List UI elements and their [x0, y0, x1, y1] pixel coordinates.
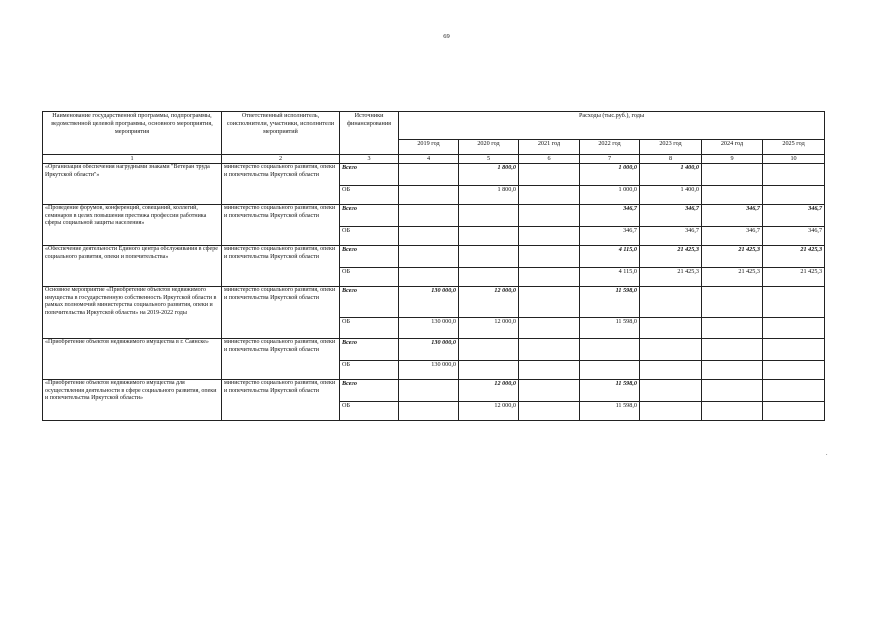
total-value: [459, 205, 519, 227]
total-value: [459, 339, 519, 361]
executor: министерство социального развития, опеки и попечительства Иркутской области: [222, 205, 340, 246]
table-row-total: [43, 205, 825, 227]
ob-value: 1 400,0: [640, 186, 702, 205]
program-name: «Приобретение объектов недвижимого имущества в г. Саянске»: [43, 339, 222, 380]
ob-value: [702, 318, 763, 339]
ob-value: 21 425,3: [763, 268, 825, 287]
source-ob-label: ОБ: [340, 186, 399, 205]
source-ob-label: ОБ: [340, 227, 399, 246]
header-name: Наименование государственной программы, подпрограммы, ведомственной целевой программы, основного мероприятия, мероприятия: [43, 112, 222, 155]
column-number: 1: [43, 155, 222, 164]
ob-value: [519, 318, 580, 339]
total-value: [399, 164, 459, 186]
executor: министерство социального развития, опеки и попечительства Иркутской области: [222, 287, 340, 339]
column-number: 8: [640, 155, 702, 164]
total-value: 11 598,0: [580, 287, 640, 318]
ob-value: [459, 268, 519, 287]
ob-value: [763, 318, 825, 339]
ob-value: 130 000,0: [399, 318, 459, 339]
header-source: Источники финансирования: [340, 112, 399, 155]
total-value: [399, 380, 459, 402]
ob-value: [519, 186, 580, 205]
source-total-label: Всего: [340, 339, 399, 361]
ob-value: [459, 361, 519, 380]
program-name: «Проведение форумов, конференций, совещаний, коллегий, семинаров в целях повышения престижа профессии работника сферы социальной защиты населения»: [43, 205, 222, 246]
table-body: [43, 164, 825, 421]
ob-value: 11 598,0: [580, 318, 640, 339]
ob-value: 21 425,3: [640, 268, 702, 287]
ob-value: [763, 361, 825, 380]
ob-value: [399, 186, 459, 205]
ob-value: [399, 402, 459, 421]
ob-value: 346,7: [580, 227, 640, 246]
total-value: [702, 287, 763, 318]
ob-value: [519, 227, 580, 246]
ob-value: 1 800,0: [459, 186, 519, 205]
ob-value: 130 000,0: [399, 361, 459, 380]
total-value: [640, 380, 702, 402]
total-value: 346,7: [580, 205, 640, 227]
column-number: 2: [222, 155, 340, 164]
column-number: 7: [580, 155, 640, 164]
ob-value: 21 425,3: [702, 268, 763, 287]
total-value: 21 425,3: [702, 246, 763, 268]
header-expenses: Расходы (тыс.руб.), годы: [399, 112, 825, 140]
program-name: «Организация обеспечения нагрудными знаками "Ветеран труда Иркутской области"»: [43, 164, 222, 205]
total-value: 1 800,0: [459, 164, 519, 186]
executor: министерство социального развития, опеки и попечительства Иркутской области: [222, 246, 340, 287]
source-total-label: Всего: [340, 380, 399, 402]
table-row-total: [43, 339, 825, 361]
table-row-total: [43, 380, 825, 402]
total-value: [399, 246, 459, 268]
total-value: 1 400,0: [640, 164, 702, 186]
margin-mark: .: [826, 451, 828, 457]
total-value: [640, 287, 702, 318]
total-value: [459, 246, 519, 268]
header-executor: Ответственный исполнитель, соисполнители, участники, исполнители мероприятий: [222, 112, 340, 155]
total-value: 21 425,3: [763, 246, 825, 268]
ob-value: 4 115,0: [580, 268, 640, 287]
executor: министерство социального развития, опеки и попечительства Иркутской области: [222, 164, 340, 205]
total-value: [763, 164, 825, 186]
ob-value: 1 000,0: [580, 186, 640, 205]
header-year: 2020 год: [459, 140, 519, 155]
ob-value: [763, 186, 825, 205]
total-value: 346,7: [702, 205, 763, 227]
source-total-label: Всего: [340, 287, 399, 318]
total-value: [702, 380, 763, 402]
ob-value: [519, 402, 580, 421]
total-value: [763, 287, 825, 318]
ob-value: [702, 402, 763, 421]
table-row-total: [43, 164, 825, 186]
column-number: 9: [702, 155, 763, 164]
ob-value: [399, 227, 459, 246]
budget-table: [42, 111, 825, 421]
ob-value: [519, 268, 580, 287]
total-value: [519, 380, 580, 402]
total-value: 130 000,0: [399, 287, 459, 318]
table-row-total: [43, 246, 825, 268]
ob-value: [640, 402, 702, 421]
program-name: «Обеспечение деятельности Единого центра обслуживания в сфере социального развития, опеки и попечительства»: [43, 246, 222, 287]
page-number: 69: [443, 33, 450, 40]
column-number: 4: [399, 155, 459, 164]
ob-value: [519, 361, 580, 380]
header-year: 2019 год: [399, 140, 459, 155]
total-value: 130 000,0: [399, 339, 459, 361]
total-value: [580, 339, 640, 361]
executor: министерство социального развития, опеки и попечительства Иркутской области: [222, 339, 340, 380]
ob-value: [580, 361, 640, 380]
column-number: 5: [459, 155, 519, 164]
total-value: 11 598,0: [580, 380, 640, 402]
ob-value: 12 000,0: [459, 402, 519, 421]
total-value: [519, 164, 580, 186]
column-number: 3: [340, 155, 399, 164]
column-number-row: [43, 155, 825, 164]
total-value: 346,7: [763, 205, 825, 227]
total-value: [702, 164, 763, 186]
ob-value: [702, 361, 763, 380]
total-value: [519, 246, 580, 268]
total-value: [702, 339, 763, 361]
ob-value: 346,7: [763, 227, 825, 246]
column-number: 6: [519, 155, 580, 164]
total-value: 12 000,0: [459, 380, 519, 402]
source-ob-label: ОБ: [340, 402, 399, 421]
source-ob-label: ОБ: [340, 268, 399, 287]
source-total-label: Всего: [340, 246, 399, 268]
source-total-label: Всего: [340, 164, 399, 186]
header-year: 2021 год: [519, 140, 580, 155]
total-value: [519, 339, 580, 361]
table-row-total: [43, 287, 825, 318]
total-value: 12 000,0: [459, 287, 519, 318]
source-ob-label: ОБ: [340, 318, 399, 339]
total-value: 346,7: [640, 205, 702, 227]
total-value: [763, 339, 825, 361]
header-year: 2024 год: [702, 140, 763, 155]
total-value: 21 425,3: [640, 246, 702, 268]
header-year: 2023 год: [640, 140, 702, 155]
program-name: Основное мероприятие «Приобретение объектов недвижимого имущества в государственную собственность Иркутской области в рамках полномочий министерства социального развития, опеки и попечительства Иркутской области» на 2019-2022 годы: [43, 287, 222, 339]
total-value: [640, 339, 702, 361]
ob-value: [459, 227, 519, 246]
ob-value: 346,7: [640, 227, 702, 246]
total-value: [519, 205, 580, 227]
total-value: 4 115,0: [580, 246, 640, 268]
ob-value: [399, 268, 459, 287]
ob-value: 12 000,0: [459, 318, 519, 339]
ob-value: [763, 402, 825, 421]
ob-value: [702, 186, 763, 205]
program-name: «Приобретение объектов недвижимого имущества для осуществления деятельности в сфере социального развития, опеки и попечительства Иркутской области»: [43, 380, 222, 421]
source-ob-label: ОБ: [340, 361, 399, 380]
ob-value: 346,7: [702, 227, 763, 246]
header-year: 2025 год: [763, 140, 825, 155]
header-year: 2022 год: [580, 140, 640, 155]
ob-value: [640, 318, 702, 339]
source-total-label: Всего: [340, 205, 399, 227]
ob-value: [640, 361, 702, 380]
total-value: 1 000,0: [580, 164, 640, 186]
total-value: [519, 287, 580, 318]
total-value: [399, 205, 459, 227]
ob-value: 11 598,0: [580, 402, 640, 421]
total-value: [763, 380, 825, 402]
column-number: 10: [763, 155, 825, 164]
executor: министерство социального развития, опеки и попечительства Иркутской области: [222, 380, 340, 421]
